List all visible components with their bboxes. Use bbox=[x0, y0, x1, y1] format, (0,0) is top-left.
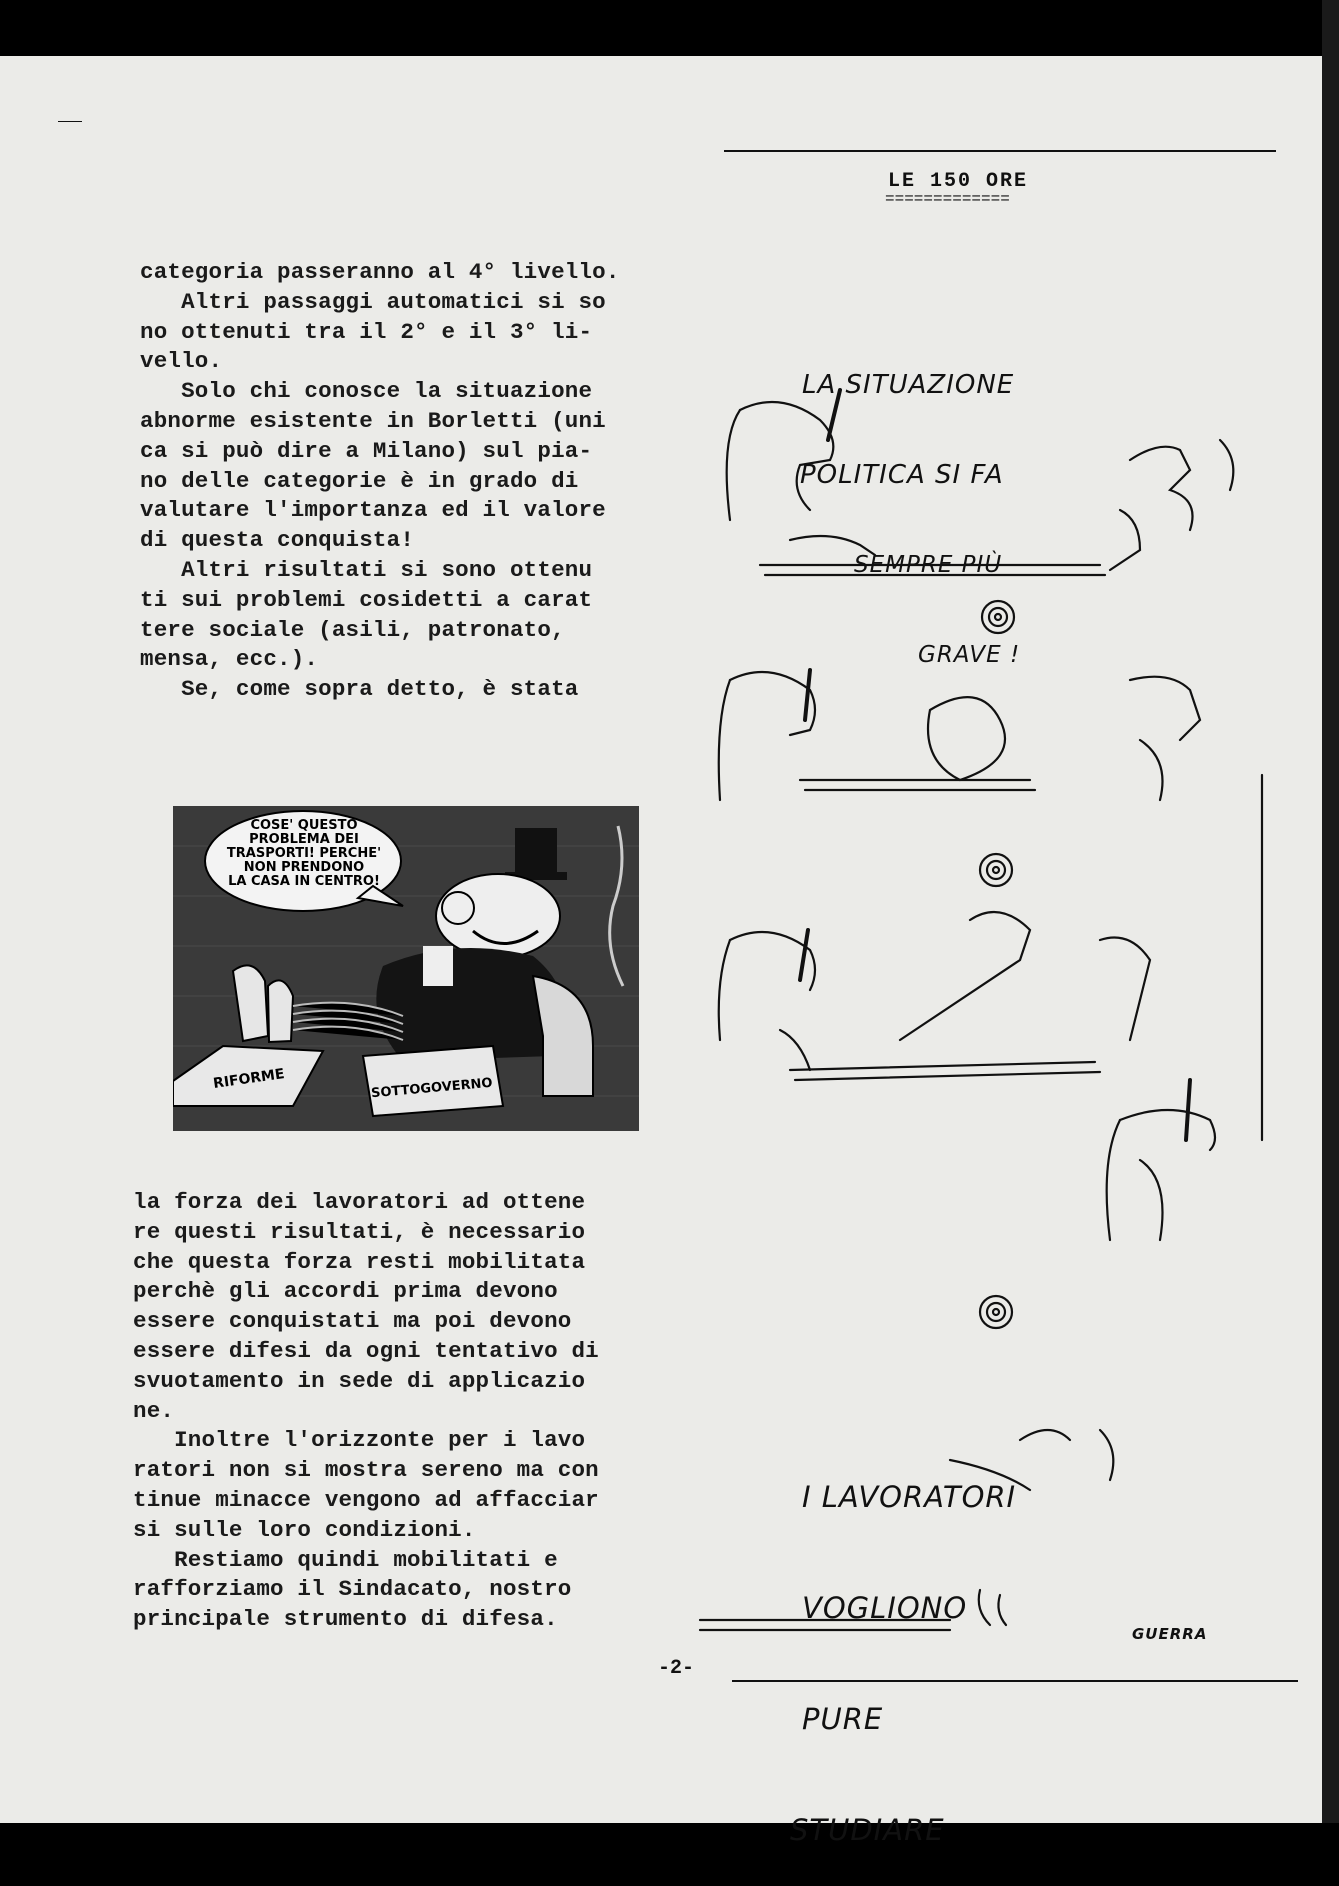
text-line: abnorme esistente in Borletti (uni bbox=[140, 407, 606, 434]
text-line: Restiamo quindi mobilitati e bbox=[133, 1546, 558, 1573]
text-line: mensa, ecc.). bbox=[140, 646, 319, 673]
text-line: principale strumento di difesa. bbox=[133, 1606, 558, 1633]
text-line: Inoltre l'orizzonte per i lavo bbox=[133, 1427, 586, 1454]
text-line: categoria passeranno al 4° livello. bbox=[140, 259, 620, 285]
text-line: ne. bbox=[133, 1397, 175, 1424]
text-line: Altri risultati si sono ottenu bbox=[140, 556, 593, 583]
text-line: re questi risultati, è necessario bbox=[133, 1218, 586, 1245]
text-line: no delle categorie è in grado di bbox=[140, 467, 579, 494]
text-line: ratori non si mostra sereno ma con bbox=[133, 1457, 599, 1484]
comic-caption-1: LA SITUAZIONE POLITICA SI FA SEMPRE PIÙ GRAVE ! bbox=[800, 370, 1021, 668]
text-line: tinue minacce vengono ad affacciar bbox=[133, 1486, 599, 1513]
text-line: tere sociale (asili, patronato, bbox=[140, 616, 565, 643]
cartoon-illustration bbox=[173, 806, 639, 1131]
text-line: svuotamento in sede di applicazio bbox=[133, 1367, 586, 1394]
text-line: valutare l'importanza ed il valore bbox=[140, 497, 606, 524]
text-line: Solo chi conosce la situazione bbox=[140, 378, 593, 405]
text-line: la forza dei lavoratori ad ottene bbox=[133, 1189, 586, 1215]
section-title: LE 150 ORE bbox=[888, 170, 1029, 193]
box-label-sottogoverno: SOTTOGOVERNO bbox=[370, 1075, 494, 1102]
section-title-underline: ============= bbox=[885, 190, 1010, 208]
text-line: di questa conquista! bbox=[140, 527, 415, 554]
header-rule bbox=[724, 150, 1276, 152]
text-line: essere conquistati ma poi devono bbox=[133, 1308, 572, 1335]
scan-mark bbox=[58, 121, 82, 122]
text-line: Se, come sopra detto, è stata bbox=[140, 676, 579, 703]
text-line: perchè gli accordi prima devono bbox=[133, 1278, 558, 1305]
text-line: ca si può dire a Milano) sul pia- bbox=[140, 437, 593, 464]
speech-balloon: COSE' QUESTO PROBLEMA DEI TRASPORTI! PERCHE' NON PRENDONO LA CASA IN CENTRO! bbox=[226, 818, 382, 889]
comic-caption-2: I LAVORATORI VOGLIONO PURE STUDIARE bbox=[790, 1480, 1017, 1847]
article-text-top bbox=[140, 258, 620, 705]
box-label-riforme: RIFORME bbox=[212, 1066, 286, 1092]
text-line: si sulle loro condizioni. bbox=[133, 1516, 476, 1543]
scan-edge bbox=[1322, 0, 1339, 1823]
footer-rule bbox=[732, 1680, 1298, 1682]
artist-signature: GUERRA bbox=[1132, 1625, 1208, 1643]
text-line: Altri passaggi automatici si so bbox=[140, 288, 606, 315]
text-line: rafforziamo il Sindacato, nostro bbox=[133, 1576, 572, 1603]
article-text-bottom bbox=[133, 1188, 599, 1635]
text-line: ti sui problemi cosidetti a carat bbox=[140, 586, 593, 613]
text-line: essere difesi da ogni tentativo di bbox=[133, 1337, 599, 1364]
text-line: no ottenuti tra il 2° e il 3° li- bbox=[140, 318, 593, 345]
page-number: -2- bbox=[658, 1657, 695, 1680]
text-line: vello. bbox=[140, 348, 223, 375]
text-line: che questa forza resti mobilitata bbox=[133, 1248, 586, 1275]
